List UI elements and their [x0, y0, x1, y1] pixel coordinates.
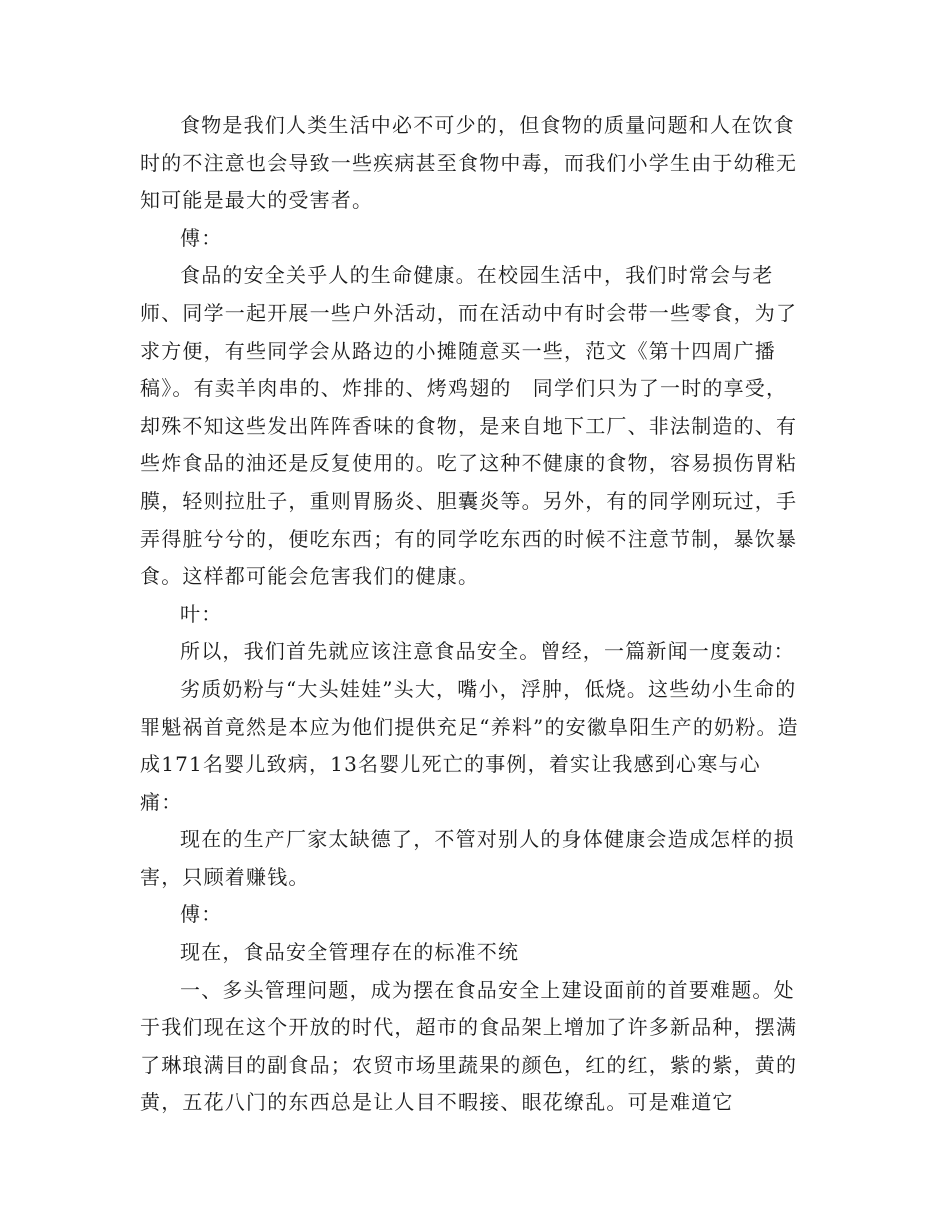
paragraph: 劣质奶粉与“大头娃娃”头大，嘴小，浮肿，低烧。这些幼小生命的罪魁祸首竟然是本应为他们提供充足“养料”的安徽阜阳生产的奶粉。造成171名婴儿致病，13名婴儿死亡的事例，着实让我感到心寒与心痛：	[140, 676, 799, 814]
paragraph: 食品的安全关乎人的生命健康。在校园生活中，我们时常会与老师、同学一起开展一些户外活动，而在活动中有时会带一些零食，为了求方便，有些同学会从路边的小摊随意买一些，范文《第十四周广播稿》。有卖羊肉串的、炸排的、烤鸡翅的 同学们只为了一时的享受，却殊不知这些发出阵阵香味的食物，是来自地下工厂、非法制造的、有些炸食品的油还是反复使用的。吃了这种不健康的食物，容易损伤胃粘膜，轻则拉肚子，重则胃肠炎、胆囊炎等。另外，有的同学刚玩过，手弄得脏兮兮的，便吃东西；有的同学吃东西的时候不注意节制，暴饮暴食。这样都可能会危害我们的健康。	[140, 263, 798, 589]
document-body	[140, 107, 800, 1122]
paragraph: 一、多头管理问题，成为摆在食品安全上建设面前的首要难题。处于我们现在这个开放的时代，超市的食品架上增加了许多新品种，摆满了琳琅满目的副食品；农贸市场里蔬果的颜色，红的红，紫的紫，黄的黄，五花八门的东西总是让人目不暇接、眼花缭乱。可是难道它	[140, 977, 798, 1115]
paragraph: 现在的生产厂家太缺德了，不管对别人的身体健康会造成怎样的损害，只顾着赚钱。	[140, 827, 795, 889]
speaker-label: 傅：	[180, 902, 223, 927]
speaker-label: 叶：	[180, 601, 223, 626]
paragraph: 食物是我们人类生活中必不可少的，但食物的质量问题和人在饮食时的不注意也会导致一些疾病甚至食物中毒，而我们小学生由于幼稚无知可能是最大的受害者。	[140, 113, 798, 213]
paragraph: 所以，我们首先就应该注意食品安全。曾经，一篇新闻一度轰动：	[180, 639, 795, 664]
speaker-label: 傅：	[180, 225, 223, 250]
paragraph: 现在，食品安全管理存在的标准不统	[180, 940, 520, 965]
